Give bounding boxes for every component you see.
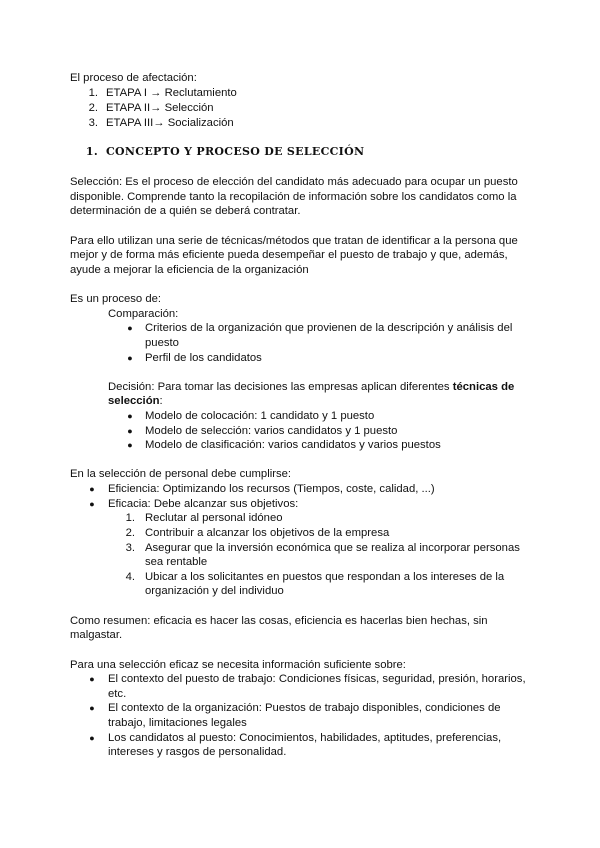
- paragraph-line: Para ello utilizan una serie de técnicas/métodos que tratan de identificar a la persona que: [70, 235, 518, 247]
- bullet-icon: ●: [89, 674, 95, 684]
- decision-bold: selección: [108, 395, 160, 407]
- bullet-icon: ●: [89, 499, 95, 509]
- etapa-number: 3.: [88, 117, 98, 129]
- bullet-icon: ●: [127, 426, 133, 436]
- decision-line: [108, 380, 514, 395]
- bullet-icon: ●: [89, 703, 95, 713]
- decision-bold: técnicas de: [452, 381, 515, 393]
- objetivo-text: Contribuir a alcanzar los objetivos de la empresa: [145, 527, 390, 539]
- bullet-text: trabajo, limitaciones legales: [108, 717, 247, 729]
- cumplirse-title: En la selección de personal debe cumplirse:: [70, 468, 292, 480]
- etapa-number: 1.: [88, 87, 98, 99]
- paragraph-line: determinación de a quién se deberá contratar.: [70, 205, 301, 217]
- paragraph-line: Como resumen: eficacia es hacer las cosas, eficiencia es hacerlas bien hechas, sin: [70, 615, 488, 627]
- bullet-text: Perfil de los candidatos: [145, 352, 262, 364]
- bullet-text: Modelo de clasificación: varios candidatos y varios puestos: [145, 439, 441, 451]
- decision-text: Decisión: Para tomar las decisiones las empresas aplican diferentes: [108, 381, 453, 393]
- objetivo-number: 3.: [125, 542, 135, 554]
- objetivo-text: Ubicar a los solicitantes en puestos que respondan a los intereses de la: [145, 571, 505, 583]
- intro-title: El proceso de afectación:: [70, 72, 197, 84]
- etapa-number: 2.: [88, 102, 98, 114]
- comparacion-label: Comparación:: [108, 308, 179, 320]
- section-heading: CONCEPTO Y PROCESO DE SELECCIÓN: [106, 145, 365, 158]
- bullet-text: Modelo de selección: varios candidatos y 1 puesto: [145, 425, 398, 437]
- bullet-text: El contexto de la organización: Puestos de trabajo disponibles, condiciones de: [108, 702, 501, 714]
- bullet-text: Eficiencia: Optimizando los recursos (Tiempos, coste, calidad, ...): [108, 483, 435, 495]
- bullet-icon: ●: [89, 733, 95, 743]
- decision-text: :: [159, 395, 163, 407]
- objetivo-text: sea rentable: [145, 556, 208, 568]
- etapa-item: ETAPA III→ Socialización: [106, 117, 234, 129]
- objetivo-text: organización y del individuo: [145, 585, 284, 597]
- bullet-icon: ●: [127, 353, 133, 363]
- objetivo-number: 4.: [125, 571, 135, 583]
- info-title: Para una selección eficaz se necesita información suficiente sobre:: [70, 659, 406, 671]
- bullet-text: Criterios de la organización que provienen de la descripción y análisis del: [145, 322, 513, 334]
- objetivo-text: Asegurar que la inversión económica que se realiza al incorporar personas: [145, 542, 520, 554]
- paragraph-line: Selección: Es el proceso de elección del candidato más adecuado para ocupar un puesto: [70, 176, 518, 188]
- proceso-title: Es un proceso de:: [70, 293, 162, 305]
- bullet-text: Los candidatos al puesto: Conocimientos, habilidades, aptitudes, preferencias,: [108, 732, 502, 744]
- paragraph-line: mejor y de forma más eficiente pueda desempeñar el puesto de trabajo y que, además,: [70, 249, 508, 261]
- bullet-text: puesto: [145, 337, 179, 349]
- objetivo-text: Reclutar al personal idóneo: [145, 512, 283, 524]
- paragraph-line: disponible. Comprende tanto la recopilación de información sobre los candidatos como la: [70, 191, 517, 203]
- objetivo-number: 2.: [125, 527, 135, 539]
- bullet-text: El contexto del puesto de trabajo: Condiciones físicas, seguridad, presión, horarios,: [108, 673, 526, 685]
- bullet-icon: ●: [127, 440, 133, 450]
- objetivo-number: 1.: [125, 512, 135, 524]
- paragraph-line: malgastar.: [70, 629, 123, 641]
- bullet-text: etc.: [108, 688, 127, 700]
- bullet-icon: ●: [127, 411, 133, 421]
- section-number: 1.: [85, 145, 98, 158]
- bullet-icon: ●: [89, 484, 95, 494]
- bullet-text: Modelo de colocación: 1 candidato y 1 puesto: [145, 410, 375, 422]
- bullet-text: intereses y rasgos de personalidad.: [108, 746, 287, 758]
- bullet-text: Eficacia: Debe alcanzar sus objetivos:: [108, 498, 299, 510]
- paragraph-line: ayude a mejorar la eficiencia de la organización: [70, 264, 309, 276]
- decision-line: [108, 394, 163, 409]
- bullet-icon: ●: [127, 323, 133, 333]
- etapa-item: ETAPA I → Reclutamiento: [106, 87, 237, 99]
- etapa-item: ETAPA II→ Selección: [106, 102, 214, 114]
